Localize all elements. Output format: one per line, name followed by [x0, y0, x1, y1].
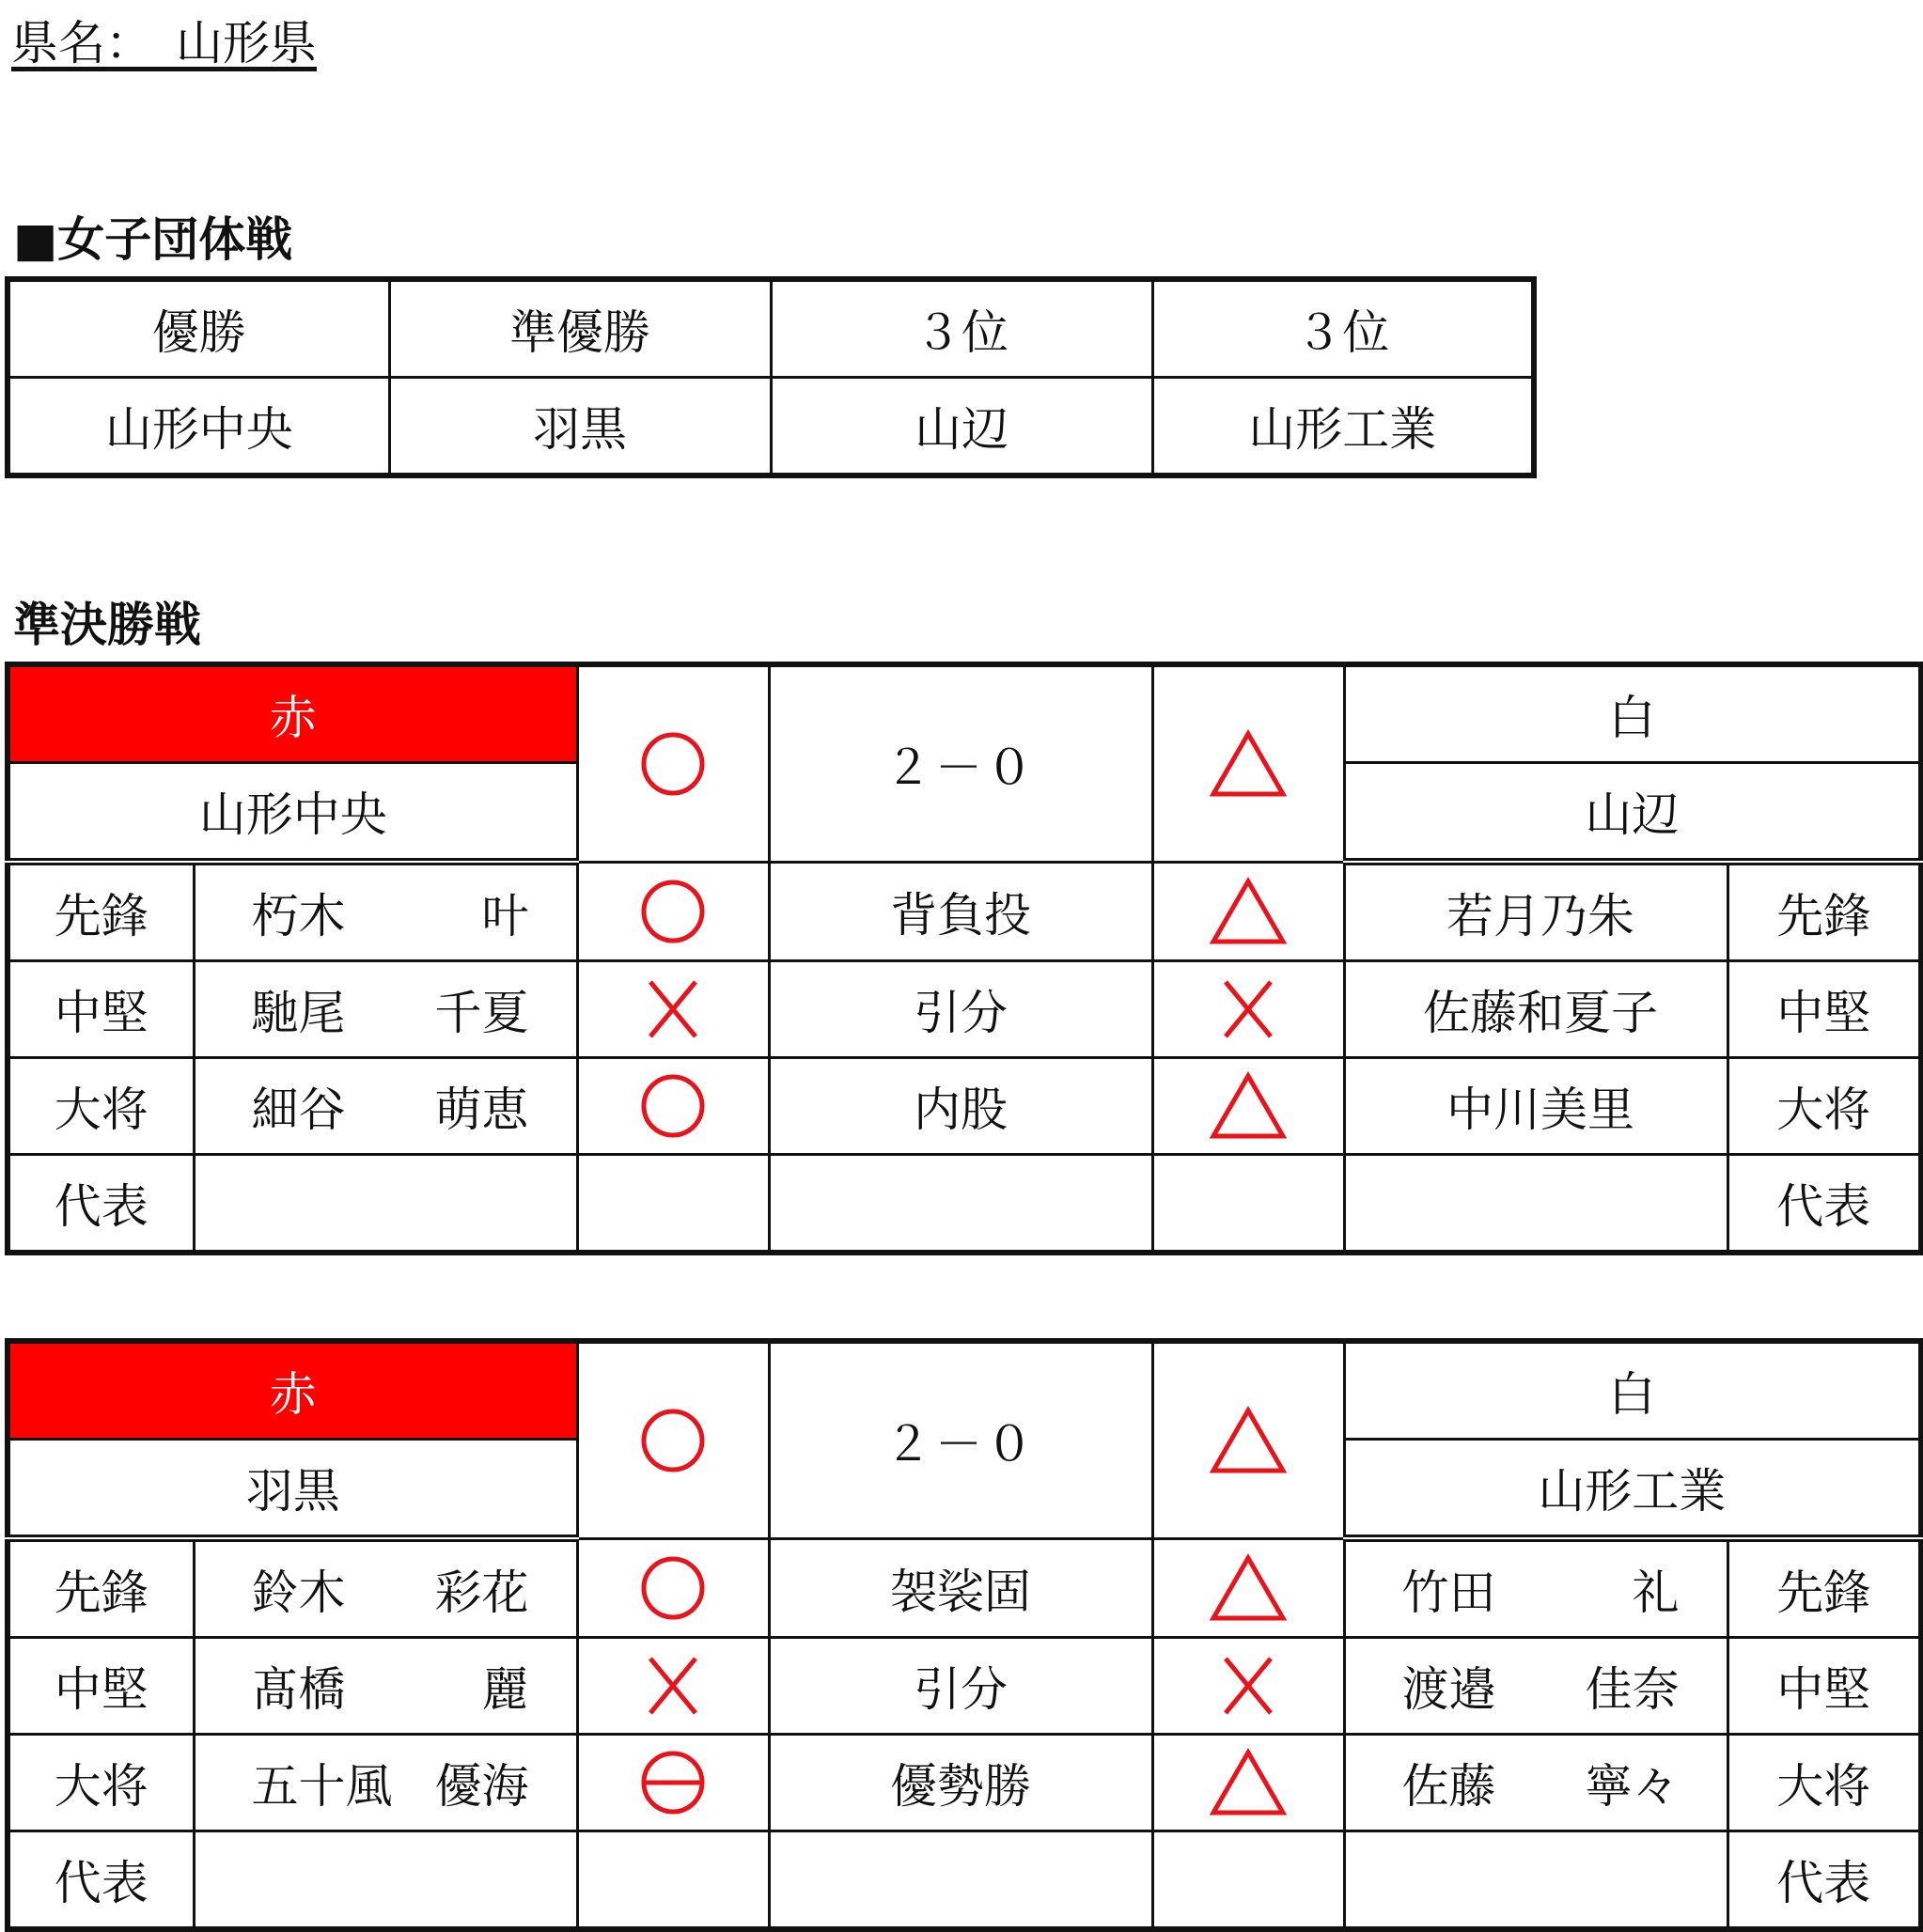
match-table-2: [5, 1338, 1923, 1932]
white-player-name: [1344, 862, 1728, 961]
win-circle-icon: [639, 1554, 707, 1622]
loss-triangle-icon: [1209, 1071, 1288, 1141]
draw-cross-icon: [1220, 1655, 1276, 1717]
match-score: ２－０: [769, 1341, 1152, 1538]
position-label: 代表: [8, 1831, 194, 1930]
rank-cell: ３位: [771, 279, 1152, 378]
red-bout-mark: [577, 1155, 769, 1254]
white-bout-mark: [1152, 1155, 1344, 1254]
team-cell: 山形中央: [8, 378, 389, 476]
red-player-name: [194, 1735, 577, 1831]
technique: 袈裟固: [769, 1538, 1152, 1638]
loss-triangle-icon: [1209, 877, 1288, 946]
bout-rows: [8, 862, 1921, 1253]
bout-row: [8, 1538, 1921, 1638]
loss-triangle-icon: [1209, 1748, 1288, 1817]
bout-row: [8, 1058, 1921, 1155]
position-label-right: 先鋒: [1728, 1538, 1921, 1638]
position-label: 中堅: [8, 961, 194, 1058]
loss-triangle-icon: [1209, 1553, 1288, 1623]
bout-row: [8, 1155, 1921, 1254]
position-label-right: 中堅: [1728, 961, 1921, 1058]
family-name: 中川美里: [1446, 1083, 1634, 1137]
red-player-name: [194, 961, 577, 1058]
red-player-name: [194, 1638, 577, 1735]
team-section-title: ■女子団体戦: [13, 212, 293, 267]
technique: [769, 1831, 1152, 1930]
white-team-name: 山辺: [1344, 763, 1921, 863]
red-bout-mark: [577, 862, 769, 961]
given-name: 優海: [434, 1759, 529, 1814]
rank-row: [8, 279, 1534, 378]
rank-cell: 準優勝: [389, 279, 771, 378]
red-team-mark: [577, 1341, 769, 1538]
technique: [769, 1155, 1152, 1254]
position-label-right: 代表: [1728, 1831, 1921, 1930]
white-side-label: 白: [1344, 664, 1921, 763]
technique: 引分: [769, 1638, 1152, 1735]
red-bout-mark: [577, 1831, 769, 1930]
family-name: 渡邉: [1401, 1662, 1496, 1717]
family-name: 馳尾: [251, 986, 346, 1040]
draw-cross-icon: [1220, 978, 1276, 1040]
red-bout-mark: [577, 961, 769, 1058]
given-name: 叶: [481, 889, 529, 943]
red-player-name: [194, 1155, 577, 1254]
red-team-name: 羽黒: [8, 1440, 577, 1539]
given-name: 佳奈: [1585, 1662, 1680, 1717]
red-bout-mark: [577, 1538, 769, 1638]
white-player-name: [1344, 1735, 1728, 1831]
position-label: 中堅: [8, 1638, 194, 1735]
given-name: 麗: [481, 1662, 529, 1717]
family-name: 髙橋: [251, 1662, 346, 1717]
red-side-label: 赤: [8, 1341, 577, 1440]
position-label-right: 大将: [1728, 1735, 1921, 1831]
family-name: 若月乃朱: [1446, 889, 1634, 943]
white-team-name: 山形工業: [1344, 1440, 1921, 1539]
position-label-right: 中堅: [1728, 1638, 1921, 1735]
white-player-name: [1344, 1831, 1728, 1930]
position-label-right: 大将: [1728, 1058, 1921, 1155]
white-player-name: [1344, 1638, 1728, 1735]
match-score: ２－０: [769, 664, 1152, 862]
team-cell: 山辺: [771, 378, 1152, 476]
white-player-name: [1344, 961, 1728, 1058]
loss-triangle-icon: [1209, 729, 1288, 799]
position-label: 先鋒: [8, 862, 194, 961]
semifinal-title: 準決勝戦: [13, 598, 201, 652]
rank-cell: 優勝: [8, 279, 389, 378]
family-name: 佐藤和夏子: [1423, 986, 1658, 1040]
team-row: [8, 378, 1534, 476]
family-name: 佐藤: [1401, 1759, 1496, 1814]
white-player-name: [1344, 1538, 1728, 1638]
red-player-name: [194, 1831, 577, 1930]
red-team-name: 山形中央: [8, 763, 577, 863]
given-name: 彩花: [434, 1566, 529, 1620]
family-name: 竹田: [1401, 1566, 1496, 1620]
technique: 背負投: [769, 862, 1152, 961]
win-circle-icon: [639, 730, 707, 798]
match-table-1: [5, 662, 1923, 1255]
family-name: 朽木: [251, 889, 346, 943]
given-name: 千夏: [434, 986, 529, 1040]
red-bout-mark: [577, 1638, 769, 1735]
white-player-name: [1344, 1155, 1728, 1254]
white-bout-mark: [1152, 1058, 1344, 1155]
red-bout-mark: [577, 1735, 769, 1831]
white-player-name: [1344, 1058, 1728, 1155]
white-side-label: 白: [1344, 1341, 1921, 1440]
position-label-right: 代表: [1728, 1155, 1921, 1254]
family-name: 細谷: [251, 1083, 346, 1137]
bout-row: [8, 1638, 1921, 1735]
position-label: 先鋒: [8, 1538, 194, 1638]
technique: 内股: [769, 1058, 1152, 1155]
white-bout-mark: [1152, 1735, 1344, 1831]
family-name: 鈴木: [251, 1566, 346, 1620]
win-circle-icon: [639, 1072, 707, 1140]
draw-cross-icon: [645, 978, 701, 1040]
win-circle-icon: [639, 1407, 707, 1474]
position-label: 大将: [8, 1058, 194, 1155]
bout-rows: [8, 1538, 1921, 1929]
position-label-right: 先鋒: [1728, 862, 1921, 961]
position-label: 大将: [8, 1735, 194, 1831]
given-name: 寧々: [1585, 1759, 1680, 1814]
red-team-mark: [577, 664, 769, 862]
bout-row: [8, 1735, 1921, 1831]
team-cell: 山形工業: [1152, 378, 1534, 476]
given-name: 礼: [1632, 1566, 1680, 1620]
team-cell: 羽黒: [389, 378, 771, 476]
white-bout-mark: [1152, 1538, 1344, 1638]
bout-row: [8, 961, 1921, 1058]
white-bout-mark: [1152, 1638, 1344, 1735]
family-name: 五十風: [251, 1759, 393, 1814]
draw-cross-icon: [645, 1655, 701, 1717]
technique: 優勢勝: [769, 1735, 1152, 1831]
rank-cell: ３位: [1152, 279, 1534, 378]
red-side-label: 赤: [8, 664, 577, 763]
given-name: 萌恵: [434, 1083, 529, 1137]
white-team-mark: [1152, 1341, 1344, 1538]
white-team-mark: [1152, 664, 1344, 862]
red-player-name: [194, 1538, 577, 1638]
red-player-name: [194, 1058, 577, 1155]
white-bout-mark: [1152, 961, 1344, 1058]
win-circle-icon: [639, 878, 707, 945]
technique: 引分: [769, 961, 1152, 1058]
circle-minus-icon: [639, 1749, 707, 1816]
prefecture-label: 県名： 山形県: [11, 16, 317, 70]
bout-row: [8, 1831, 1921, 1930]
bout-row: [8, 862, 1921, 961]
position-label: 代表: [8, 1155, 194, 1254]
white-bout-mark: [1152, 1831, 1344, 1930]
team-results-table: [5, 276, 1537, 478]
red-bout-mark: [577, 1058, 769, 1155]
loss-triangle-icon: [1209, 1406, 1288, 1475]
white-bout-mark: [1152, 862, 1344, 961]
red-player-name: [194, 862, 577, 961]
